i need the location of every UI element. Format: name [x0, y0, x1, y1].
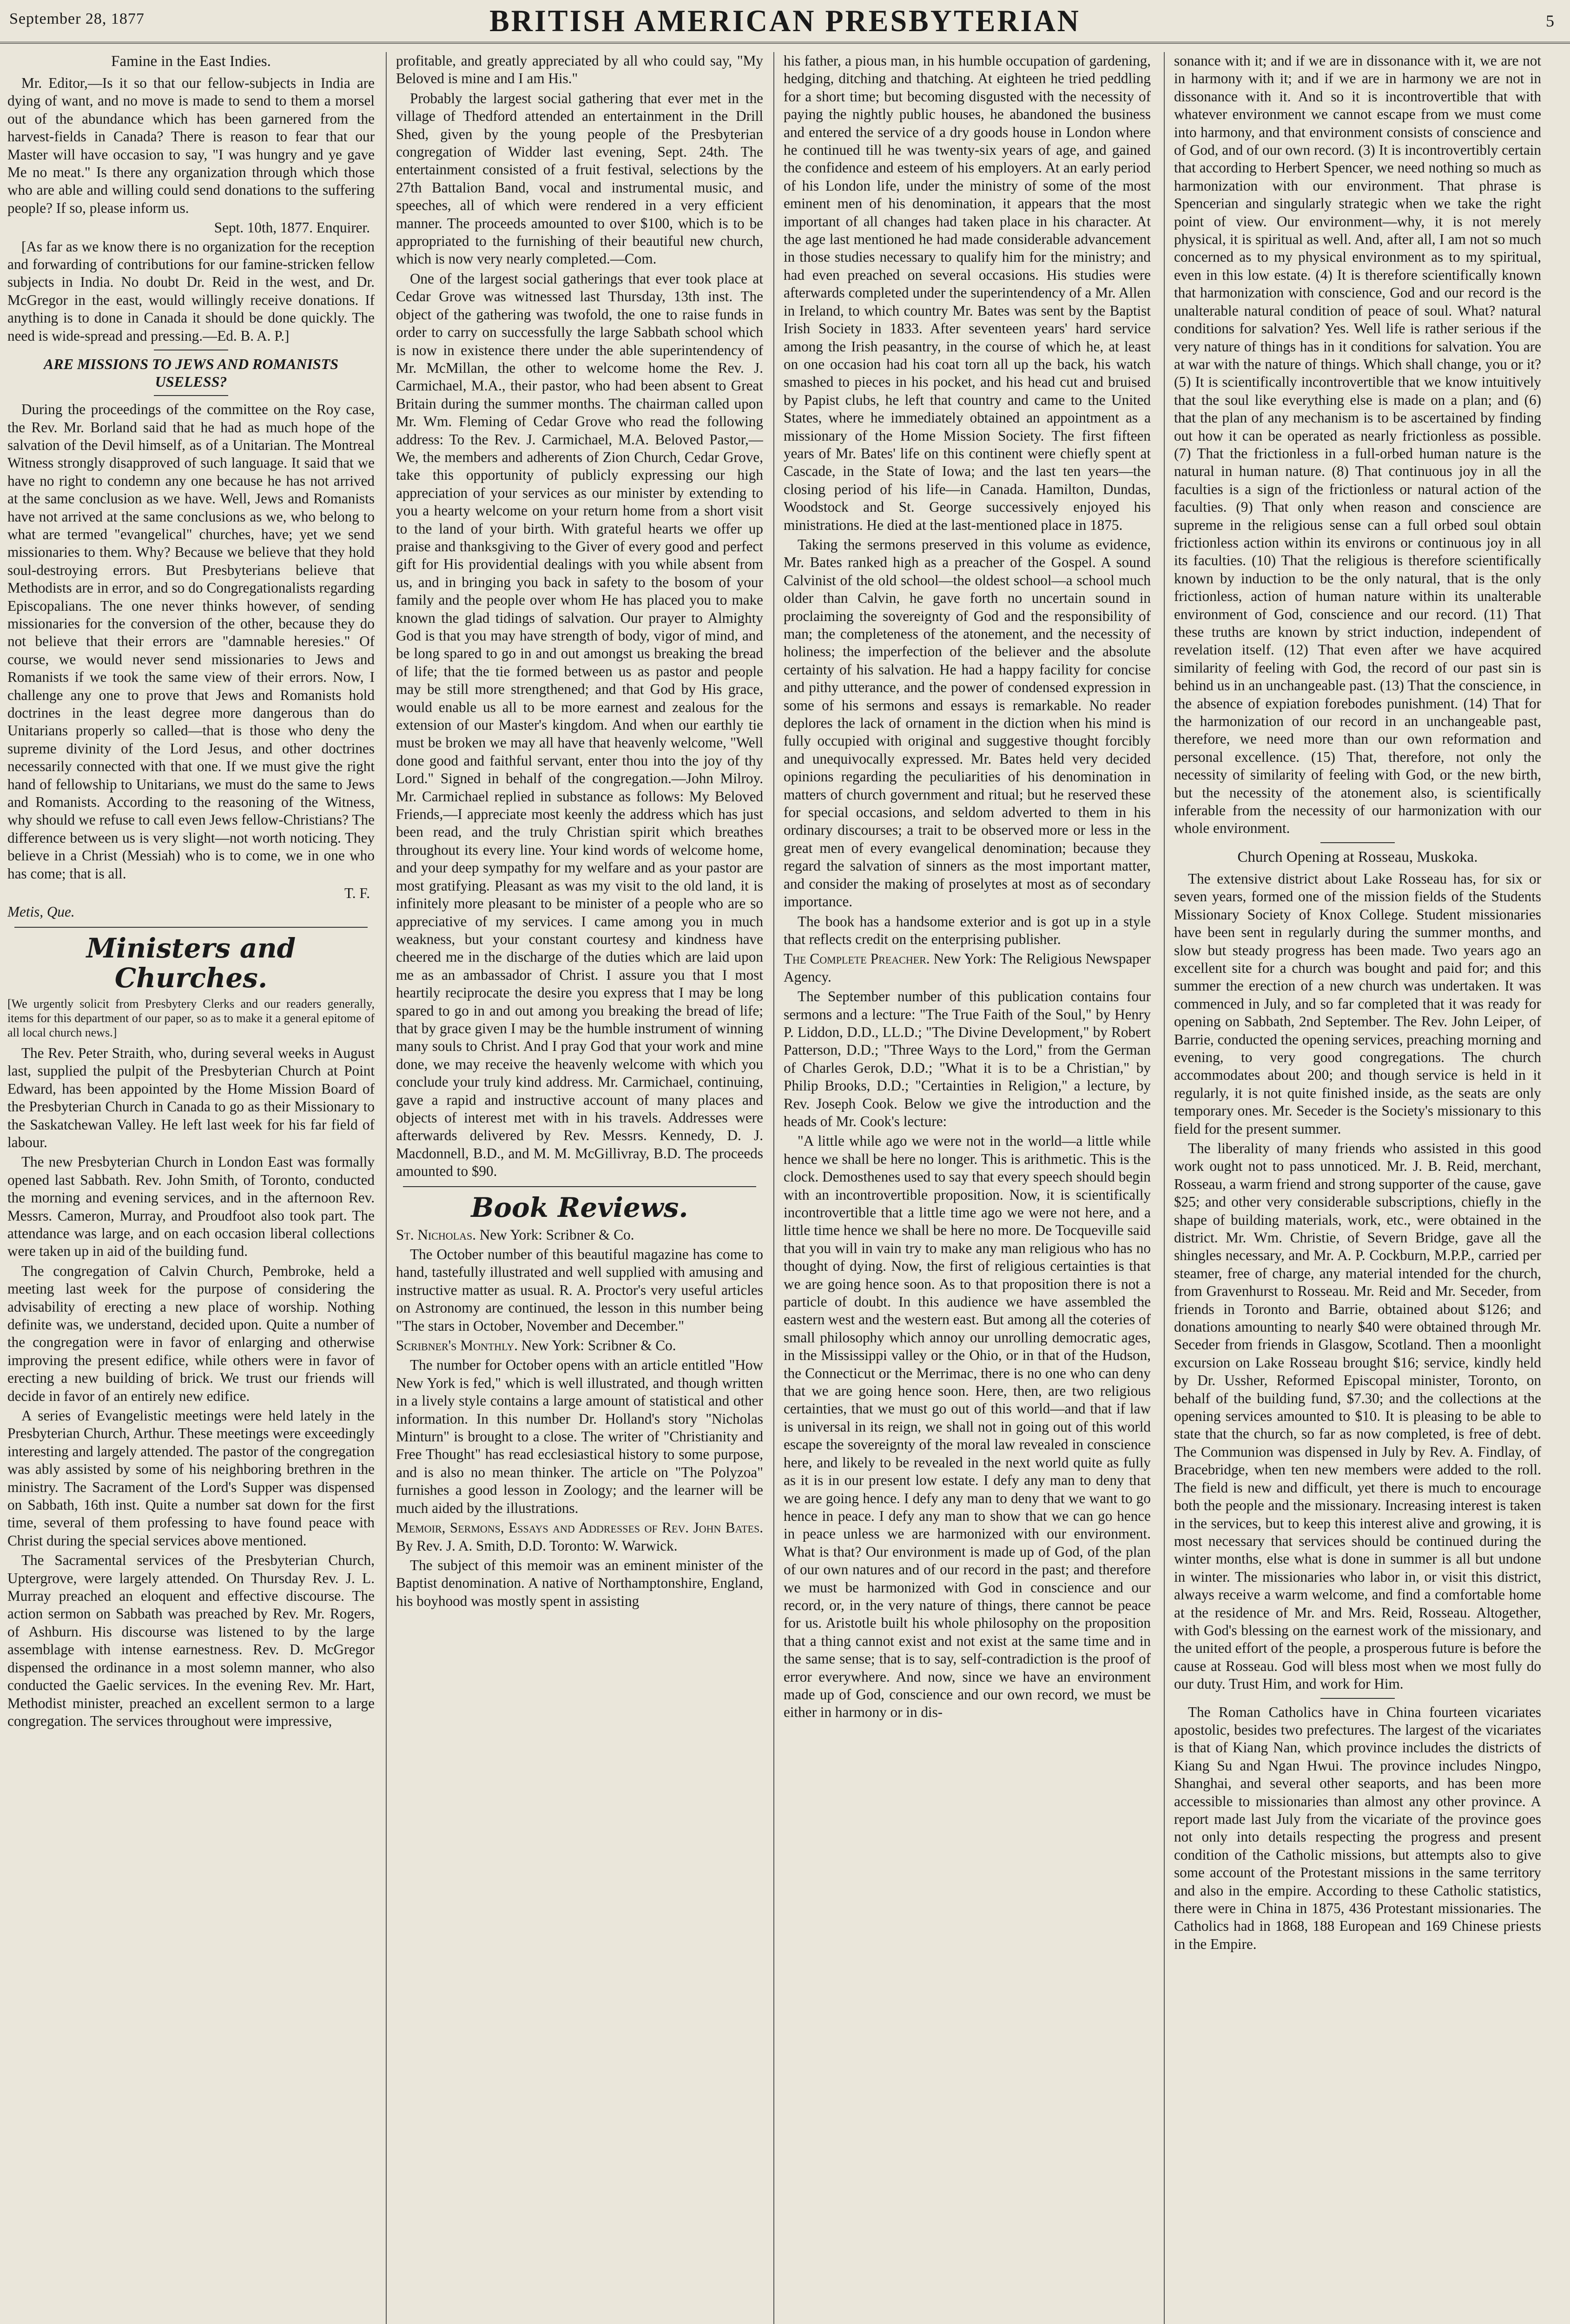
masthead	[0, 0, 1570, 44]
review-body: The number for October opens with an article entitled "How New York is fed," which is well illustrated, and though written in a lively style contains a large amount of statistical and other information. In this number Dr. Holland's story "Nicholas Minturn" is brought to a close. The writer of "Christianity and Free Thought" has read ecclesiastical history to some purpose, and is also no mean thinker. The article on "The Polyzoa" furnishes a good lesson in Zoology; and the learner will be much aided by the illustrations.	[396, 1357, 763, 1516]
review-body: The subject of this memoir was an eminent minister of the Baptist denomination. A native of Northamptonshire, England, his boyhood was mostly spent in assisting	[396, 1557, 763, 1609]
signature: Sept. 10th, 1877. Enquirer.	[214, 219, 370, 236]
signature: T. F.	[344, 885, 370, 902]
separator	[1320, 1698, 1395, 1699]
article-paragraph: The liberality of many friends who assisted in this good work ought not to pass unnoticed. Mr. J. B. Reid, merchant, Rosseau, a warm friend and strong supporter of the cause, gave $25; and other very considerable subscriptions, chiefly in the shape of building materials, work, etc., were obtained in the district. Mr. Wm. Christie, of Severn Bridge, gave all the shingles necessary, and Mr. A. P. Cockburn, M.P.P., carried per steamer, free of charge, any material intended for the church, from Gravenhurst to Rosseau. Mr. Reid and Mr. Seceder, from friends in Toronto and Barrie, obtained about $126; and donations amounting to nearly $40 were obtained through Mr. Seceder from friends in Glasgow, Scotland. Then a moonlight excursion on Lake Rosseau brought $16; service, kindly held by Dr. Ussher, Reformed Episcopal minister, Toronto, on behalf of the building fund, $7.30; and the collections at the opening services amounted to $10. It is pleasing to be able to state that the church, so far as now completed, is free of debt. The Communion was dispensed in July by Rev. A. Findlay, of Bracebridge, when ten new members were added to the roll. The field is new and difficult, yet there is much to encourage both the people and the missionary. Increasing interest is taken in the services, but to keep this interest alive and growing, it is most necessary that services should be continued during the winter months, else what is done in summer is all but undone in winter. The missionaries who labor in, or visit this district, always receive a warm welcome, and find a comfortable home at the residence of Mr. and Mrs. Reid, Rosseau. Altogether, with God's blessing on the earnest work of the missionary, and the united effort of the people, a prosperous future is before the cause at Rosseau. God will bless most when we most fully do our duty. Trust Him, and work for Him.	[1174, 1140, 1541, 1692]
article-paragraph: The new Presbyterian Church in London East was formally opened last Sabbath. Rev. John Smith, of Toronto, conducted the morning and evening services, and in the afternoon Rev. Messrs. Cameron, Murray, and Proudfoot also took part. The attendance was large, and on each occasion liberal collections were taken up in aid of the building fund.	[7, 1154, 375, 1260]
column-rule	[386, 52, 387, 2324]
column-3	[784, 52, 1151, 2324]
article-paragraph: The congregation of Calvin Church, Pembroke, held a meeting last week for the purpose of considering the advisability of erecting a new place of worship. Nothing definite was, we understand, decided upon. Quite a number of the congregation were in favor of enlarging and otherwise improving the present edifice, while others were in favor of erecting a new building of brick. We trust our friends will decide in favor of an entirely new edifice.	[7, 1262, 375, 1404]
article-heading: ARE MISSIONS TO JEWS AND ROMANISTS USELESS?	[44, 356, 338, 390]
article-heading: Famine in the East Indies.	[111, 53, 271, 70]
column-rule	[773, 52, 774, 2324]
article-paragraph: The Roman Catholics have in China fourteen vicariates apostolic, besides two prefectures. The largest of the vicariates is that of Kiang Nan, which province includes the districts of Kiang Su and Ngan Hwui. The province includes Ningpo, Shanghai, and several other seaports, and has been more accessible to missionaries than almost any other province. A report made last July from the vicariate of the province goes not only into details respecting the progress and present condition of the Catholic missions, but attempts also to give some account of the Protestant missions in the same territory and also in the empire. According to these Catholic statistics, there were in China in 1875, 436 Protestant missionaries. The Catholics had in 1868, 188 European and 169 Chinese priests in the Empire.	[1174, 1703, 1541, 1952]
review-title: Memoir, Sermons, Essays and Addresses of Rev. John Bates.	[396, 1519, 763, 1536]
article-paragraph: The extensive district about Lake Rosseau has, for six or seven years, formed one of the mission fields of the Students Missionary Society of Knox College. Student missionaries have been sent in regularly during the summer months, and slow but steady progress has been made. Two years ago an excellent site for a church was bought and paid for; and this summer the erection of a new church was undertaken. It was commenced in July, and so far completed that it was ready for opening on Sabbath, 2nd September. The Rev. John Leiper, of Barrie, conducted the opening services, preaching morning and evening, to very good congregations. The church accommodates about 200; and though service is held in it regularly, it is not quite finished inside, as the seats are only temporary ones. Mr. Seceder is the Society's missionary to this field for the present summer.	[1174, 870, 1541, 1137]
article-paragraph: During the proceedings of the committee on the Roy case, the Rev. Mr. Borland said that he had as much hope of the salvation of the Devil himself, as of a Unitarian. The Montreal Witness strongly disapproved of such language. It said that we have no right to condemn any one because he has not arrived at the same conclusion as we have. Well, Jews and Romanists have not arrived at the same conclusions as we, who belong to what are termed "evangelical" churches, have; yet we send missionaries to them. Why? Because we believe that they hold soul-destroying errors. But Presbyterians believe that Methodists are in error, and so do Congregationalists regarding Episcopalians. The one never thinks however, of sending missionaries for the conversion of the other, because they do not believe that their errors are "damnable heresies." Of course, we would never send missionaries to Jews and Romanists if we took the same view of their errors. Now, I challenge any one to prove that Jews and Romanists hold doctrines in the least degree more dangerous than do Unitarians properly so called—that is those who deny the supreme divinity of the Lord Jesus, and other doctrines necessarily connected with that one. If we must give the right hand of fellowship to Unitarians, we must do the same to Jews and Romanists. According to the reasoning of the Witness, why should we refuse to call even Jews fellow-Christians? The difference between us is very slight—not worth noticing. They believe in a Christ (Messiah) who is to come, we in one who has come; that is all.	[7, 401, 375, 882]
review-body: The September number of this publication contains four sermons and a lecture: "The True Faith of the Soul," by Henry P. Liddon, D.D., LL.D.; "The Divine Development," by Robert Patterson, D.D.; "Three Ways to the Lord," from the German of Charles Gerok, D.D.; "What it is to be a Christian," by Philip Brooks, D.D.; "Certainties in Religion," a lecture, by Rev. Joseph Cook. Below we give the introduction and the heads of Mr. Cook's lecture:	[784, 988, 1151, 1129]
article-paragraph: The book has a handsome exterior and is got up in a style that reflects credit on the enterprising publisher.	[784, 913, 1151, 947]
review-publisher: By Rev. J. A. Smith, D.D. Toronto: W. Warwick.	[396, 1537, 678, 1554]
article-paragraph: A series of Evangelistic meetings were held lately in the Presbyterian Church, Arthur. These meetings were exceedingly interesting and largely attended. The pastor of the congregation was ably assisted by some of his neighboring brethren in the ministry. The Sacrament of the Lord's Supper was dispensed on Sabbath, 16th inst. Quite a number sat down for the first time, several of them professing to have found peace with Christ during the special services above mentioned.	[7, 1407, 375, 1549]
separator	[403, 1186, 756, 1187]
column-1	[7, 52, 375, 2324]
review-publisher: New York: The Religious Newspaper Agency.	[784, 951, 1151, 985]
article-paragraph: Taking the sermons preserved in this volume as evidence, Mr. Bates ranked high as a preacher of the Gospel. A sound Calvinist of the old school—the oldest school—a school much older than Calvin, he gave forth no uncertain sound in proclaiming the sovereignty of God and the responsibility of man; the completeness of the atonement, and the necessity of holiness; the imperfection of the believer and the absolute certainty of his salvation. He had a happy facility for concise and pithy utterance, and the power of condensed expression in some of his sermons and essays is remarkable. No reader deplores the lack of ornament in the diction when his mind is fully occupied with original and suggestive thought forcibly and unequivocally expressed. Mr. Bates held very decided opinions regarding the peculiarities of his denomination in matters of church government and ritual; but he reserved these for special occasions, and seldom adverted to them in his ordinary discourses; a trait to be observed more or less in the great men of every evangelical denomination; because they regard the salvation of sinners as the most important matter, and consider the making of proselytes at most as of secondary importance.	[784, 536, 1151, 910]
column-4	[1174, 52, 1541, 2324]
editor-note: [As far as we know there is no organization for the reception and forwarding of contributions for our famine-stricken fellow subjects in India. No doubt Dr. Reid in the west, and Dr. McGregor in the east, would willingly receive donations. If anything is to done in Canada it should be done quickly. The need is wide-spread and pressing.—Ed. B. A. P.]	[7, 238, 375, 344]
page-number: 5	[1546, 12, 1554, 30]
section-heading: Book Reviews.	[471, 1191, 688, 1223]
article-paragraph: Mr. Editor,—Is it so that our fellow-subjects in India are dying of want, and no move is made to send to them a morsel out of the abundance which has been garnered from the harvest-fields in Canada? There is reason to fear that our Master will have occasion to say, "I was hungry and ye gave Me no meat." Is there any organization through which those who are able and willing could send donations to the suffering people? If so, please inform us.	[7, 75, 375, 216]
section-notice: [We urgently solicit from Presbytery Clerks and our readers generally, items for this department of our paper, so as to make it a general epitome of all local church news.]	[7, 997, 375, 1039]
issue-date: September 28, 1877	[9, 10, 145, 27]
separator	[14, 927, 368, 928]
article-paragraph: One of the largest social gatherings that ever took place at Cedar Grove was witnessed last Thursday, 13th inst. The object of the gathering was twofold, the one to raise funds in order to carry on successfully the large Sabbath school which is now in existence there under the able superintendency of Mr. McMillan, the other to welcome home the Rev. J. Carmichael, M.A., their pastor, who had been absent to Great Britain during the summer months. The chairman called upon Mr. Wm. Fleming of Cedar Grove who read the following address: To the Rev. J. Carmichael, M.A. Beloved Pastor,—We, the members and adherents of Zion Church, Cedar Grove, take this opportunity of publicly expressing our high appreciation of your services as our minister by extending to you a hearty welcome on your return home from a short visit to the land of your birth. With grateful hearts we offer up praise and thanksgiving to the Giver of every good and perfect gift for His providential dealings with you while absent from us, and in bringing you back in safety to the bosom of your family and the people over whom He has placed you to make known the glad tidings of salvation. Our prayer to Almighty God is that you may have strength of body, vigor of mind, and be long spared to go in and out amongst us breaking the bread of life; that the tie formed between us as pastor and people may be still more strengthened; and that God by His grace, would enable us all to be more earnest and zealous for the extension of our Master's kingdom. And when our earthly tie must be broken we may all have that heavenly welcome, "Well done good and faithful servant, enter thou into the joy of thy Lord." Signed in behalf of the congregation.—John Milroy. Mr. Carmichael replied in substance as follows: My Beloved Friends,—I appreciate most keenly the address which has just been read, and the truly Christian spirit which breathes throughout its every line. Your kind words of welcome home, and your deep sympathy for my welfare and as your pastor are most gratifying. Pleasant as was my visit to the old land, it is infinitely more pleasant to be minister of a people who are so appreciative of my services. I came among you in much weakness, but your constant courtesy and kindness have cheered me in the discharge of the duties which are laid upon me as an ambassador of Christ. I assure you that I most heartily reciprocate the desire you express that I may be long spared to go in and out among you breaking the bread of life; that by grace given I may be the humble instrument of winning many souls to Christ. And I pray God that your work and mine done, we may receive the heavenly welcome with which you conclude your truly kind address. Mr. Carmichael, continuing, gave a rapid and instructive account of many places and objects of interest met with in his travels. Addresses were afterwards delivered by Rev. Messrs. Kennedy, D. J. Macdonnell, B.D., and M. M. McGillivray, B.D. The proceeds amounted to $90.	[396, 270, 763, 1180]
article-paragraph: Probably the largest social gathering that ever met in the village of Thedford attended an entertainment in the Drill Shed, given by the young people of the Presbyterian congregation of Widder last evening, Sept. 24th. The entertainment consisted of a fruit festival, selections by the 27th Battalion Band, vocal and instrumental music, and speeches, all of which were rendered in a very efficient manner. The proceeds amounted to over $100, which is to be appropriated to the furnishing of their beautiful new church, which is now very nearly completed.—Com.	[396, 90, 763, 267]
article-paragraph: The Rev. Peter Straith, who, during several weeks in August last, supplied the pulpit of the Presbyterian Church at Point Edward, has been appointed by the Home Mission Board of the Presbyterian Church in Canada to go as their Missionary to the Saskatchewan Valley. He left last week for his far field of labour.	[7, 1044, 375, 1150]
column-2	[396, 52, 763, 2324]
review-publisher: New York: Scribner & Co.	[479, 1226, 634, 1243]
quoted-lecture: "A little while ago we were not in the world—a little while hence we shall be here no longer. This is arithmetic. This is the clock. Demosthenes used to say that every speech should begin with an incontrovertible proposition. Now, it is scientifically incontrovertible that a little time ago we were not here, and a little time hence we shall be here no more. De Tocqueville said that you will in vain try to make any man religious who has no thought of dying. Now, the first of religious certainties is that we are going hence soon. As to that proposition there is not a particle of doubt. In this audience we have assembled the eastern west and the western east. But among all the coteries of small philosophy which annoy our unrolling democratic ages, in the Mississippi valley or the Ohio, or in that of the Hudson, the Connecticut or the Merrimac, there is no one who can deny that we are going hence soon. Here, then, are two religious certainties, that we must go out of this world—and that if law is universal in its reign, we shall not in going out of this world escape the sovereignty of the moral law revealed in conscience here, and likely to be revealed in the next world quite as fully as it is in our present low estate. I defy any man to deny that we are going hence. I defy any man to deny that we want to go hence in peace. I defy any man to show that we can go hence in peace unless we are harmonized with our environment. What is that? Our environment is made up of God, of the plan of our own natures and of our record in the past; and therefore we must be harmonized with God in conscience and our record, or, in the very nature of things, there cannot be peace for us. Aristotle built his whole philosophy on the proposition that a thing cannot exist and not exist at the same time and in the same sense; that is to say, self-contradiction is the proof of error everywhere. And now, since we have an environment made up of God, conscience and our own record, we must be either in harmony or in dis-	[784, 1133, 1151, 1721]
separator	[154, 395, 228, 396]
review-title: The Complete Preacher.	[784, 951, 930, 967]
quoted-lecture: sonance with it; and if we are in dissonance with it, we are not in harmony with it; and if we are in harmony we are not in dissonance with it. And so it is incontrovertible that with whatever environment we cannot escape from we must come into harmony, and that environment consists of conscience and of God, and of our own record. (3) It is incontrovertibly certain that according to Herbert Spencer, we need nothing so much as harmonization with our environment. That phrase is Spencerian and singularly strategic when we take the right point of view. Our environment—why, it is not merely physical, it is spiritual as well. And, after all, I am not so much concerned as to my physical environment as to my spiritual, even in this low estate. (4) It is therefore scientifically known that harmonization with conscience, God and our record is the unalterable natural condition of peace of soul. What? natural conditions for salvation? Yes. Well life is rather serious if the very nature of things has in it conditions for salvation. You are at war with the nature of things. Which shall change, you or it? (5) It is scientifically incontrovertible that we know intuitively that the soul like everything else is made on a plan; and (6) that the plan of any mechanism is to be ascertained by finding out how it can be operated as nearly frictionless as possible. (7) That the frictionless in a full-orbed human nature is the natural in human nature. (8) That continuous joy in all the faculties is a sign of the frictionless or natural action of the faculties. (9) That only when reason and conscience are supreme in the religious sense can a full orbed soul obtain frictionless action within its environs or continuous joy in all its faculties. (10) That the religious is therefore scientifically known by induction to be the only natural, that is the only frictionless, action of human nature within its unalterable environment of God, conscience and our record. (11) That these truths are known by strict induction, independent of revelation itself. (12) That even after we have acquired similarity of feeling with God, the record of our past sin is behind us in an unchangeable past. (13) That the conscience, in the absence of expiation forebodes punishment. (14) That for the harmonization of our record in an unchangeable past, therefore, we need more than our own reformation and personal excellence. (15) That, therefore, not only the necessity of similarity of feeling with God, or the new birth, but the necessity of the atonement also, is scientifically inferable from the necessity of our harmonization with our whole environment.	[1174, 53, 1541, 837]
article-paragraph: profitable, and greatly appreciated by all who could say, "My Beloved is mine and I am His."	[396, 53, 763, 87]
dateline: Metis, Que.	[7, 904, 75, 920]
review-title: St. Nicholas.	[396, 1226, 476, 1243]
section-heading: Ministers and Churches.	[86, 932, 296, 994]
separator	[1320, 842, 1395, 843]
article-paragraph: The Sacramental services of the Presbyterian Church, Uptergrove, were largely attended. On Thursday Rev. J. L. Murray preached an eloquent and effective discourse. The action sermon on Sabbath was preached by Rev. Mr. Rogers, of Ashburn. His discourse was listened to by the large assemblage with intense earnestness. Rev. D. McGregor dispensed the ordinance in a most solemn manner, who also conducted the Gaelic services. In the evening Rev. Mr. Hart, Methodist minister, preached an excellent sermon to a large congregation. The services throughout were impressive,	[7, 1552, 375, 1729]
review-body: The October number of this beautiful magazine has come to hand, tastefully illustrated and well supplied with amusing and instructive matter as usual. R. A. Proctor's very useful articles on Astronomy are continued, the lesson in this number being "The stars in October, November and December."	[396, 1246, 763, 1334]
newspaper-title: BRITISH AMERICAN PRESBYTERIAN	[489, 3, 1081, 38]
column-rule	[1164, 52, 1165, 2324]
article-heading: Church Opening at Rosseau, Muskoka.	[1237, 848, 1478, 865]
article-paragraph: his father, a pious man, in his humble occupation of gardening, hedging, ditching and thatching. At eighteen he tried peddling for a short time; but becoming disgusted with the necessity of paying the nightly public houses, he abandoned the business and entered the service of a dry goods house in London where he continued till he was twenty-six years of age, and gained the confidence and esteem of his employers. At an early period of his London life, under the ministry of some of the most eminent men of his denomination, it appears that the most important of all changes had taken place in his character. At the age last mentioned he had made considerable advancement in those studies necessary to qualify him for the ministry; and had even preached on several occasions. His studies were afterwards completed under the superintendency of a Mr. Allen in Ireland, to which country Mr. Bates was sent by the Baptist Irish Society in 1833. After seventeen years' hard service among the Irish peasantry, in the course of which he, at least on one occasion had his coat torn all up the back, his watch smashed to pieces in his pocket, and his head cut and bruised by Papist clubs, he left that country and came to the United States, where he immediately obtained an appointment as a missionary of the Home Mission Society. The first fifteen years of Mr. Bates' life on this continent were chiefly spent at Cascade, in the State of Iowa; and the last ten years—the closing period of his life—in Canada. Hamilton, Dundas, Woodstock and St. George successively enjoyed his ministrations. He died at the last-mentioned place in 1875.	[784, 53, 1151, 533]
review-title: Scribner's Monthly.	[396, 1337, 518, 1354]
review-publisher: New York: Scribner & Co.	[521, 1337, 676, 1354]
